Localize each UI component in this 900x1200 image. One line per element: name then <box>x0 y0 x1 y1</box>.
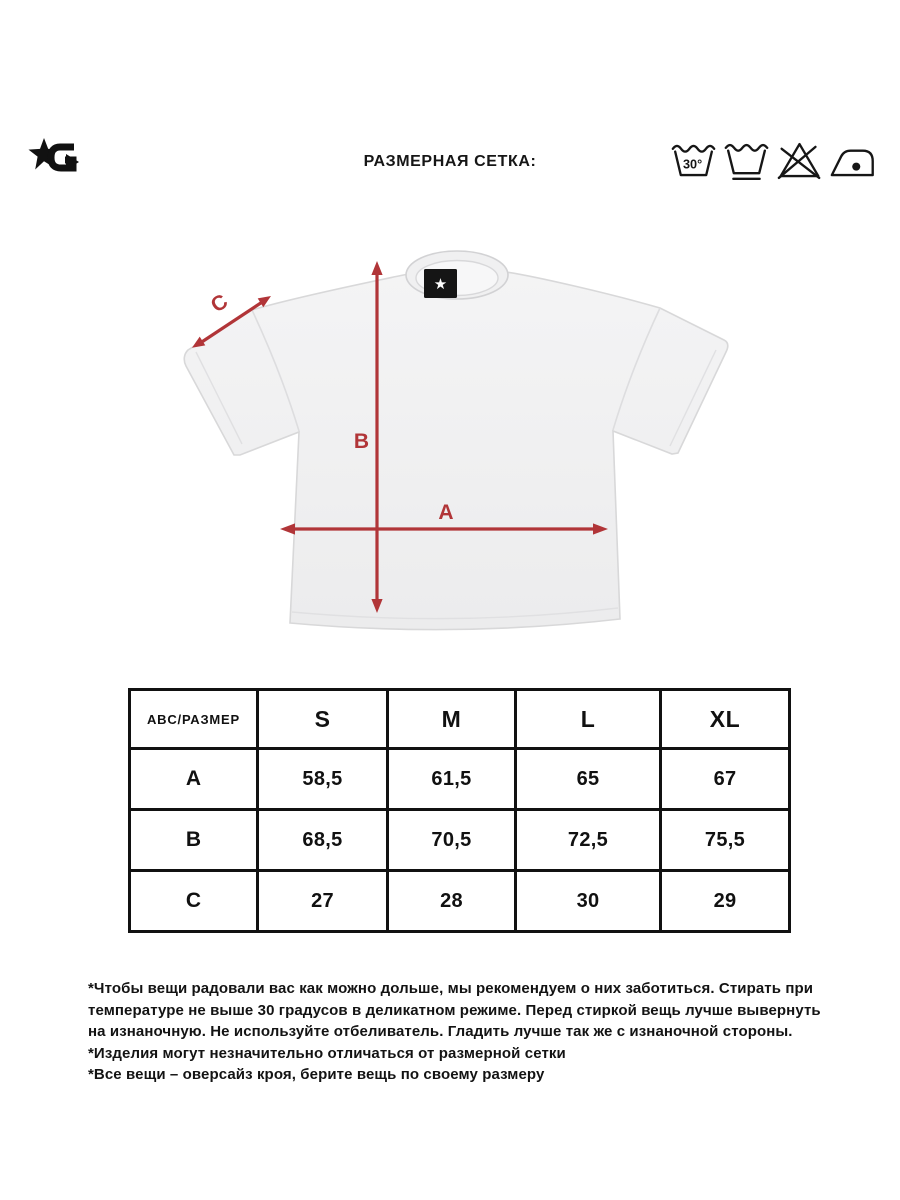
footnote-tolerance: *Изделия могут незначительно отличаться от размерной сетки <box>88 1044 566 1062</box>
cell-c-s: 27 <box>258 871 388 932</box>
size-col-m: M <box>388 690 516 749</box>
size-col-s: S <box>258 690 388 749</box>
table-row-b <box>130 810 790 871</box>
table-row-c <box>130 871 790 932</box>
wash-30-icon <box>670 136 717 186</box>
cell-a-xl: 67 <box>661 749 790 810</box>
footnote-care: *Чтобы вещи радовали вас как можно дольше, мы рекомендуем о них заботиться. Стирать при температуре не выше 30 градусов в деликатном режиме. Перед стиркой вещь лучше вывернуть на изнаночную. Не используйте отбеливатель. Гладить лучше так же с изнаночной стороны. <box>88 980 821 1041</box>
tshirt-measure-diagram <box>180 248 740 648</box>
cell-c-xl: 29 <box>661 871 790 932</box>
cell-b-xl: 75,5 <box>661 810 790 871</box>
row-label: A <box>130 749 258 810</box>
size-table-header-row <box>130 690 790 749</box>
measure-label-b: B <box>353 430 369 453</box>
size-table <box>128 688 791 933</box>
gentle-wash-icon <box>723 136 770 186</box>
cell-a-l: 65 <box>516 749 661 810</box>
measure-label-c: C <box>206 289 233 318</box>
cell-b-l: 72,5 <box>516 810 661 871</box>
cell-a-m: 61,5 <box>388 749 516 810</box>
cell-b-m: 70,5 <box>388 810 516 871</box>
table-row-a <box>130 749 790 810</box>
footnote-oversize: *Все вещи – оверсайз кроя, берите вещь по своему размеру <box>88 1066 545 1084</box>
neck-label-star-icon: ★ <box>433 276 448 293</box>
care-footnotes <box>88 978 832 1086</box>
cell-c-l: 30 <box>516 871 661 932</box>
neck-label <box>424 269 457 298</box>
cell-b-s: 68,5 <box>258 810 388 871</box>
iron-low-icon <box>829 136 876 186</box>
size-col-l: L <box>516 690 661 749</box>
measure-label-a: A <box>438 501 454 524</box>
row-label: C <box>130 871 258 932</box>
row-label: B <box>130 810 258 871</box>
do-not-bleach-icon <box>776 136 823 186</box>
care-icons-row <box>670 136 876 186</box>
size-table-corner-cell: ABC/РАЗМЕР <box>130 690 258 749</box>
size-col-xl: XL <box>661 690 790 749</box>
page-title: РАЗМЕРНАЯ СЕТКА: <box>363 153 537 170</box>
svg-text:30°: 30° <box>682 157 703 172</box>
tshirt-illustration <box>184 251 727 630</box>
cell-c-m: 28 <box>388 871 516 932</box>
cell-a-s: 58,5 <box>258 749 388 810</box>
